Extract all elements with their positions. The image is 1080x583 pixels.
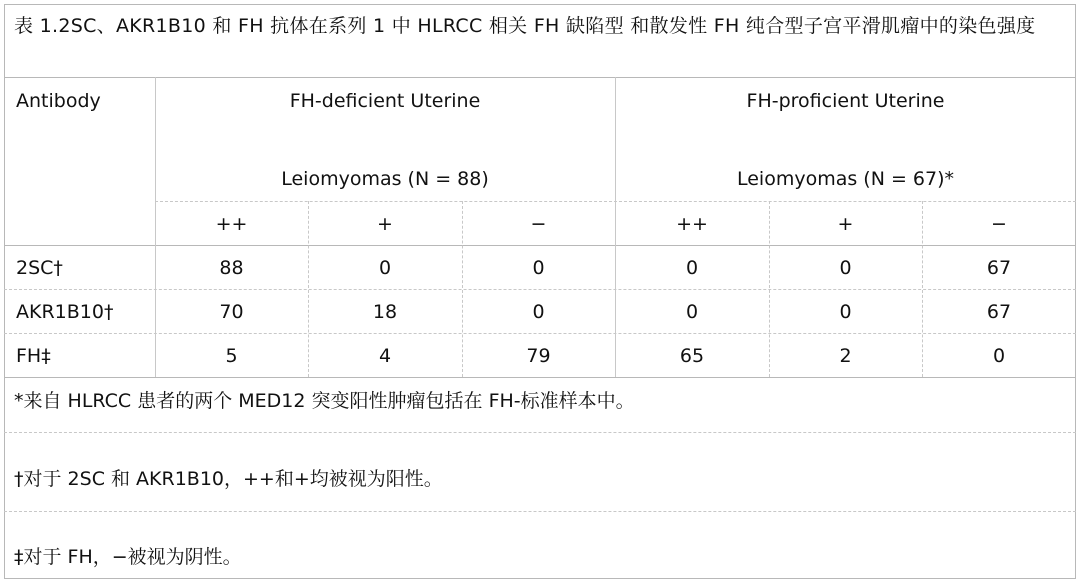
table-cell: 4 <box>378 345 392 367</box>
body-bottom-rule <box>4 377 1076 378</box>
table-caption: 表 1.2SC、AKR1B10 和 FH 抗体在系列 1 中 HLRCC 相关 FH 缺陷型 和散发性 FH 纯合型子宫平滑肌瘤中的染色强度 <box>14 15 1036 37</box>
table-cell: 5 <box>225 345 238 367</box>
table-cell: 0 <box>378 257 392 279</box>
table-cell: 0 <box>532 257 545 279</box>
row-rule-1 <box>4 289 1076 290</box>
table-cell: 67 <box>986 301 1012 323</box>
table-cell: 79 <box>526 345 551 367</box>
table-cell: 0 <box>992 345 1006 367</box>
footnote-rule-1 <box>4 432 1076 433</box>
table-cell: 2 <box>839 345 852 367</box>
table-cell: 0 <box>685 301 699 323</box>
subheader-g1-strong: ++ <box>215 213 248 235</box>
table-cell: 88 <box>219 257 244 279</box>
antibody-header: Antibody <box>16 90 101 112</box>
row-rule-2 <box>4 333 1076 334</box>
table-cell: 0 <box>685 257 699 279</box>
header-bottom-rule <box>4 245 1076 246</box>
subheader-g1-weak: + <box>377 213 393 235</box>
table-cell: 70 <box>219 301 244 323</box>
table-cell: 0 <box>839 301 852 323</box>
footnote-dagger: †对于 2SC 和 AKR1B10，++和+均被视为阳性。 <box>14 468 443 490</box>
footnote-asterisk: *来自 HLRCC 患者的两个 MED12 突变阳性肿瘤包括在 FH-标准样本中。 <box>14 390 635 412</box>
table-cell: 0 <box>532 301 545 323</box>
row-label-akr1b10: AKR1B10† <box>16 301 114 323</box>
subheader-g2-strong: ++ <box>676 213 708 235</box>
group2-header-line2: Leiomyomas (N = 67)* <box>736 168 955 190</box>
table-cell: 65 <box>679 345 705 367</box>
row-label-fh: FH‡ <box>16 345 51 367</box>
group1-header-line2: Leiomyomas (N = 88) <box>281 168 489 190</box>
footnote-double-dagger: ‡对于 FH，−被视为阴性。 <box>14 546 242 568</box>
subheader-g2-weak: + <box>837 213 854 235</box>
group1-header-line1: FH-deficient Uterine <box>289 90 481 112</box>
table-cell: 18 <box>372 301 398 323</box>
table-cell: 67 <box>986 257 1012 279</box>
table-cell: 0 <box>839 257 852 279</box>
row-label-2sc: 2SC† <box>16 257 63 279</box>
subheader-g2-negative: − <box>991 213 1007 235</box>
subheader-g1-negative: − <box>530 213 547 235</box>
group2-header-line1: FH-proficient Uterine <box>746 90 945 112</box>
caption-rule <box>4 77 1076 78</box>
footnote-rule-2 <box>4 511 1076 512</box>
